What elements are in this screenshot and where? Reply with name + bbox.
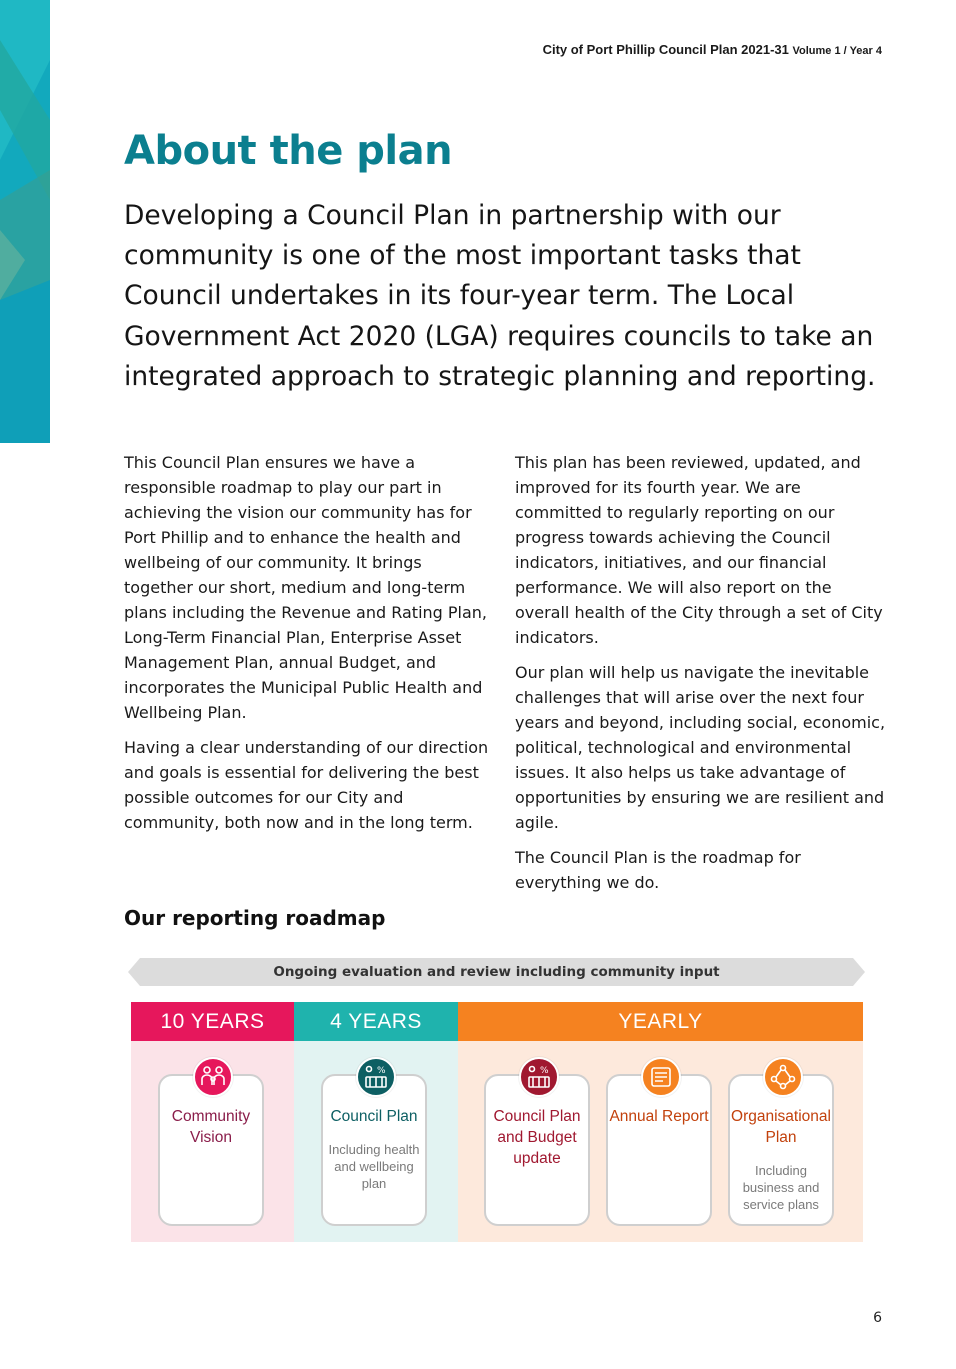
- roadmap-heading: Our reporting roadmap: [124, 906, 386, 930]
- page-title: About the plan: [124, 128, 453, 174]
- intro-paragraph: Developing a Council Plan in partnership with our community is one of the most important tasks that Council undertakes in its four-year term. The Local Government Act 2020 (LGA) requires councils to take an integrated approach to strategic planning and reporting.: [124, 200, 876, 392]
- decorative-side-band: [0, 0, 50, 443]
- right-column: [515, 450, 887, 905]
- header-doc-title: City of Port Phillip Council Plan 2021-31: [542, 42, 789, 57]
- left-column: [124, 450, 494, 845]
- card-title: Community Vision: [171, 1108, 251, 1146]
- network-people-icon: [763, 1057, 803, 1097]
- page-header: [543, 42, 882, 57]
- card-title: Council Plan and Budget update: [493, 1108, 581, 1167]
- right-paragraph-1: This plan has been reviewed, updated, and improved for its fourth year. We are committed to regularly reporting on our progress towards achieving the Council indicators, initiatives, and our financial performance. We will also report on the overall health of the City through a set of City indicators.: [515, 453, 883, 647]
- section-header-10-years: 10 YEARS: [131, 1002, 294, 1041]
- right-paragraph-2: Our plan will help us navigate the inevitable challenges that will arise over the next four years and beyond, including social, economic, political, technological and environmental issues. It also helps us take advantage of opportunities by ensuring we are resilient and agile.: [515, 663, 886, 832]
- evaluation-banner-label: Ongoing evaluation and review including community input: [273, 964, 720, 980]
- section-header-4-years: 4 YEARS: [294, 1002, 458, 1041]
- page-number: 6: [873, 1310, 882, 1326]
- svg-text:%: %: [540, 1066, 549, 1076]
- left-paragraph-2: Having a clear understanding of our direction and goals is essential for delivering the best possible outcomes for our City and community, both now and in the long term.: [124, 738, 489, 832]
- left-paragraph-1: This Council Plan ensures we have a responsible roadmap to play our part in achieving the vision our community has for Port Phillip and to enhance the health and wellbeing of our community. It brings together our short, medium and long-term plans including the Revenue and Rating Plan, Long-Term Financial Plan, Enterprise Asset Management Plan, annual Budget, and incorporates the Municipal Public Health and Wellbeing Plan.: [124, 453, 488, 722]
- council-plan-icon: [356, 1057, 396, 1097]
- svg-text:%: %: [377, 1066, 386, 1076]
- header-volume: Volume 1 / Year 4: [792, 45, 882, 57]
- budget-icon: [519, 1057, 559, 1097]
- card-title: Annual Report: [609, 1108, 709, 1125]
- card-subtitle: Including health and wellbeing plan: [328, 1142, 420, 1191]
- card-title: Organisational Plan: [731, 1108, 831, 1146]
- community-people-icon: [193, 1057, 233, 1097]
- report-icon: [641, 1057, 681, 1097]
- right-paragraph-3: The Council Plan is the roadmap for everything we do.: [515, 848, 801, 892]
- reporting-roadmap: [131, 1002, 863, 1242]
- card-title: Council Plan: [330, 1108, 418, 1125]
- section-header-yearly: YEARLY: [458, 1002, 863, 1041]
- card-subtitle: Including business and service plans: [742, 1163, 820, 1212]
